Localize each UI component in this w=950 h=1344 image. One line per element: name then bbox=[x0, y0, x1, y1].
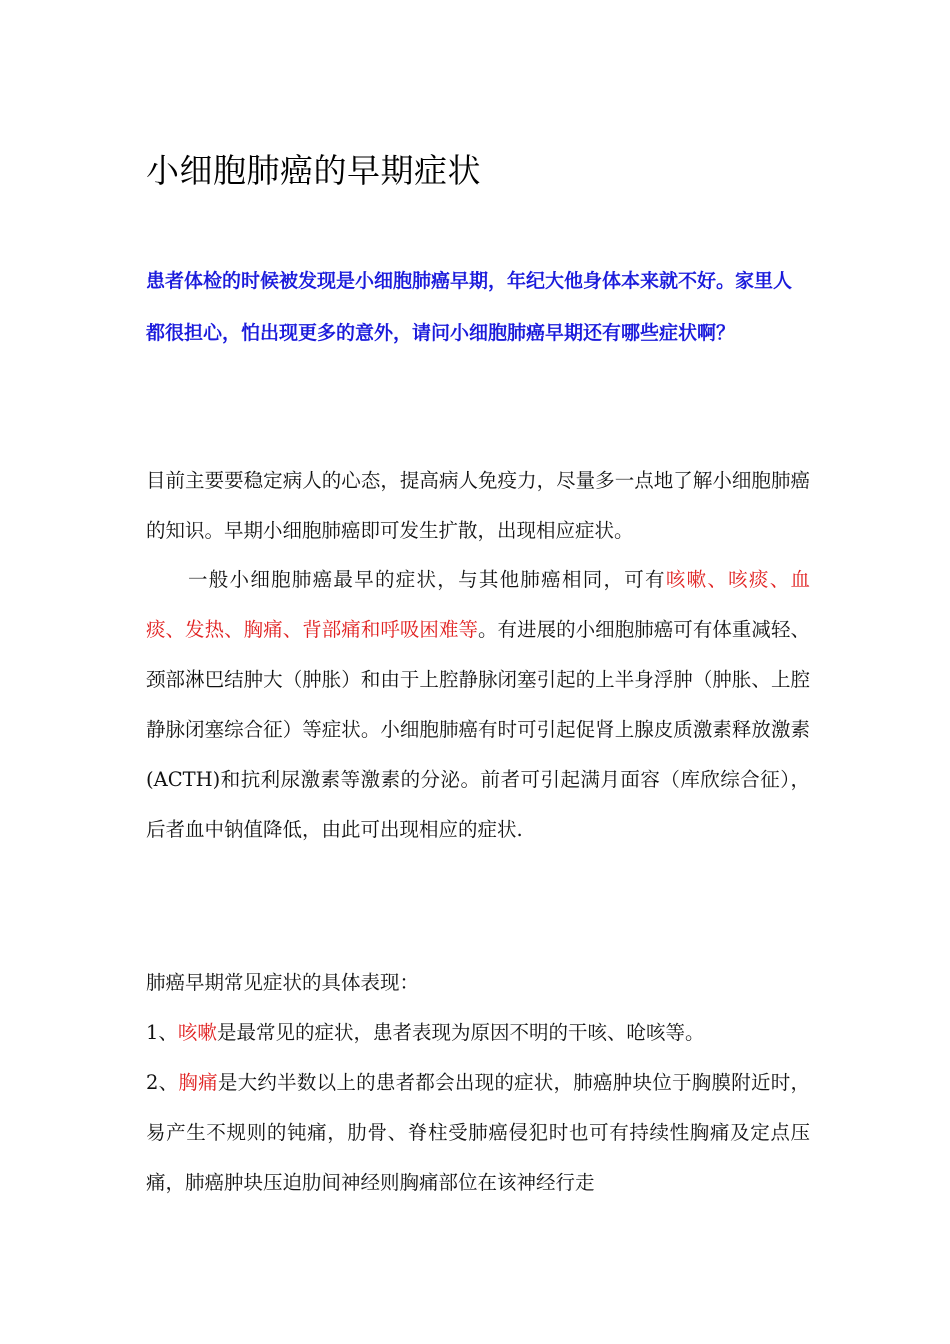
symptoms-highlight: 咳嗽、咳痰、血痰、发热、胸痛、背部痛和呼吸困难等 bbox=[146, 568, 810, 641]
section-heading: 肺癌早期常见症状的具体表现： bbox=[146, 971, 420, 994]
paragraph-symptoms-rest: 。有进展的小细胞肺癌可有体重减轻、颈部淋巴结肿大（肿胀）和由于上腔静脉闭塞引起的上半身浮肿（肿胀、上腔静脉闭塞综合征）等症状。小细胞肺癌有时可引起促肾上腺皮质激素释放激素(ACTH)和抗利尿激素等激素的分泌。前者可引起满月面容（库欣综合征），后者血中钠值降低，由此可出现相应的症状. bbox=[146, 618, 810, 841]
list-item-highlight: 咳嗽 bbox=[177, 1021, 217, 1044]
list-item-text: 是大约半数以上的患者都会出现的症状，肺癌肿块位于胸膜附近时，易产生不规则的钝痛，肋骨、脊柱受肺癌侵犯时也可有持续性胸痛及定点压痛，肺癌肿块压迫肋间神经则胸痛部位在该神经行走 bbox=[146, 1071, 810, 1194]
list-item-number: 1、 bbox=[146, 1021, 178, 1044]
paragraph-intro: 目前主要要稳定病人的心态，提高病人免疫力，尽量多一点地了解小细胞肺癌的知识。早期小细胞肺癌即可发生扩散，出现相应症状。 bbox=[146, 469, 810, 542]
paragraph-symptoms-intro: 一般小细胞肺癌最早的症状，与其他肺癌相同，可有 bbox=[188, 568, 666, 591]
patient-question: 患者体检的时候被发现是小细胞肺癌早期，年纪大他身体本来就不好。家里人都很担心，怕出现更多的意外，请问小细胞肺癌早期还有哪些症状啊？ bbox=[146, 270, 793, 344]
list-item-number: 2、 bbox=[146, 1071, 179, 1094]
symptom-list bbox=[146, 1008, 810, 1208]
list-item bbox=[146, 1058, 810, 1208]
paragraph-symptoms bbox=[146, 555, 810, 855]
list-item bbox=[146, 1008, 810, 1058]
list-item-highlight: 胸痛 bbox=[178, 1071, 218, 1094]
document-title: 小细胞肺癌的早期症状 bbox=[146, 151, 481, 190]
list-item-text: 是最常见的症状，患者表现为原因不明的干咳、呛咳等。 bbox=[216, 1021, 705, 1044]
